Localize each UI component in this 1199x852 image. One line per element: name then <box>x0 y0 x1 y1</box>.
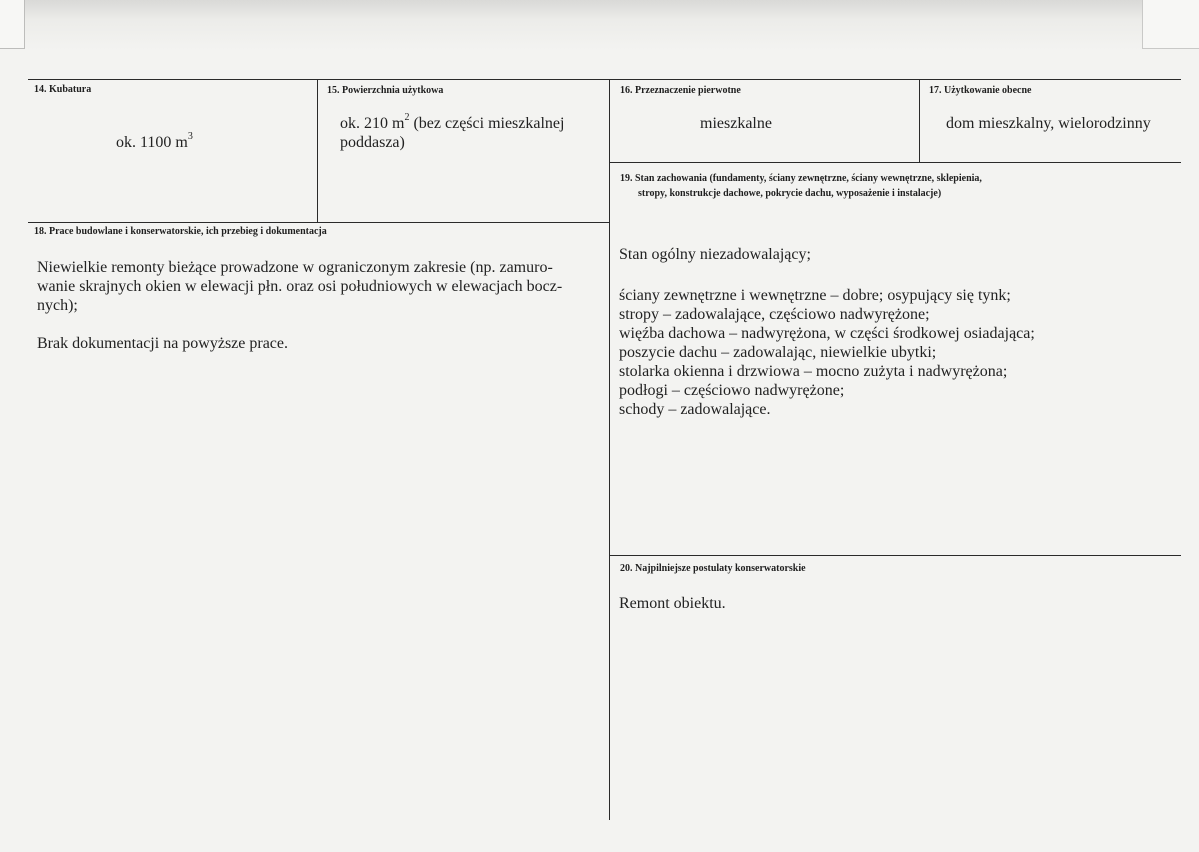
stan-item: podłogi – częściowo nadwyrężone; <box>619 382 845 399</box>
scan-corner-right <box>1142 0 1199 49</box>
prace-line: Niewielkie remonty bieżące prowadzone w ograniczonym zakresie (np. zamuro- <box>37 259 553 276</box>
prace-text <box>37 258 605 315</box>
postulaty-value: Remont obiektu. <box>619 595 726 612</box>
divider-16-17 <box>919 79 920 163</box>
divider-14-15 <box>317 79 318 223</box>
stan-item: poszycie dachu – zadowalając, niewielkie ubytki; <box>619 344 937 361</box>
stan-item: schody – zadowalające. <box>619 401 771 418</box>
prace-line: wanie skrajnych okien w elewacji płn. oraz osi południowych w elewacjach bocz- <box>37 278 563 295</box>
stan-label-line1: 19. Stan zachowania (fundamenty, ściany zewnętrzne, ściany wewnętrzne, sklepienia, <box>620 173 982 184</box>
prace-line: nych); <box>37 297 78 314</box>
stan-label-line2: stropy, konstrukcje dachowe, pokrycie dachu, wyposażenie i instalacje) <box>638 188 942 199</box>
uzytkowanie-label: 17. Użytkowanie obecne <box>929 85 1032 96</box>
scan-corner-left <box>0 0 25 49</box>
prace-label: 18. Prace budowlane i konserwatorskie, ich przebieg i dokumentacja <box>34 226 327 237</box>
stan-item: stropy – zadowalające, częściowo nadwyrężone; <box>619 306 930 323</box>
powierzchnia-value: ok. 210 $m^2$ (bez części mieszkalnej poddasza) <box>340 111 565 151</box>
stan-items <box>619 286 1179 419</box>
rule-above-19 <box>610 162 1181 163</box>
stan-item: ściany zewnętrzne i wewnętrzne – dobre; osypujący się tynk; <box>619 287 1011 304</box>
stan-general: Stan ogólny niezadowalający; <box>619 246 811 263</box>
postulaty-label: 20. Najpilniejsze postulaty konserwatorskie <box>620 563 806 574</box>
rule-above-18 <box>28 222 609 223</box>
rule-above-20 <box>610 555 1181 556</box>
powierzchnia-label: 15. Powierzchnia użytkowa <box>327 85 444 96</box>
kubatura-label: 14. Kubatura <box>34 84 92 95</box>
stan-item: więźba dachowa – nadwyrężona, w części środkowej osiadająca; <box>619 325 1035 342</box>
kubatura-value: ok. 1100 $m^3$ <box>116 130 193 151</box>
top-rule <box>28 79 1181 80</box>
uzytkowanie-value: dom mieszkalny, wielorodzinny <box>946 115 1151 132</box>
prace-note: Brak dokumentacji na powyższe prace. <box>37 335 289 352</box>
przeznaczenie-label: 16. Przeznaczenie pierwotne <box>620 85 741 96</box>
przeznaczenie-value: mieszkalne <box>700 115 772 132</box>
divider-main-column <box>609 79 610 820</box>
stan-item: stolarka okienna i drzwiowa – mocno zużyta i nadwyrężona; <box>619 363 1008 380</box>
scan-shadow <box>0 0 1199 50</box>
